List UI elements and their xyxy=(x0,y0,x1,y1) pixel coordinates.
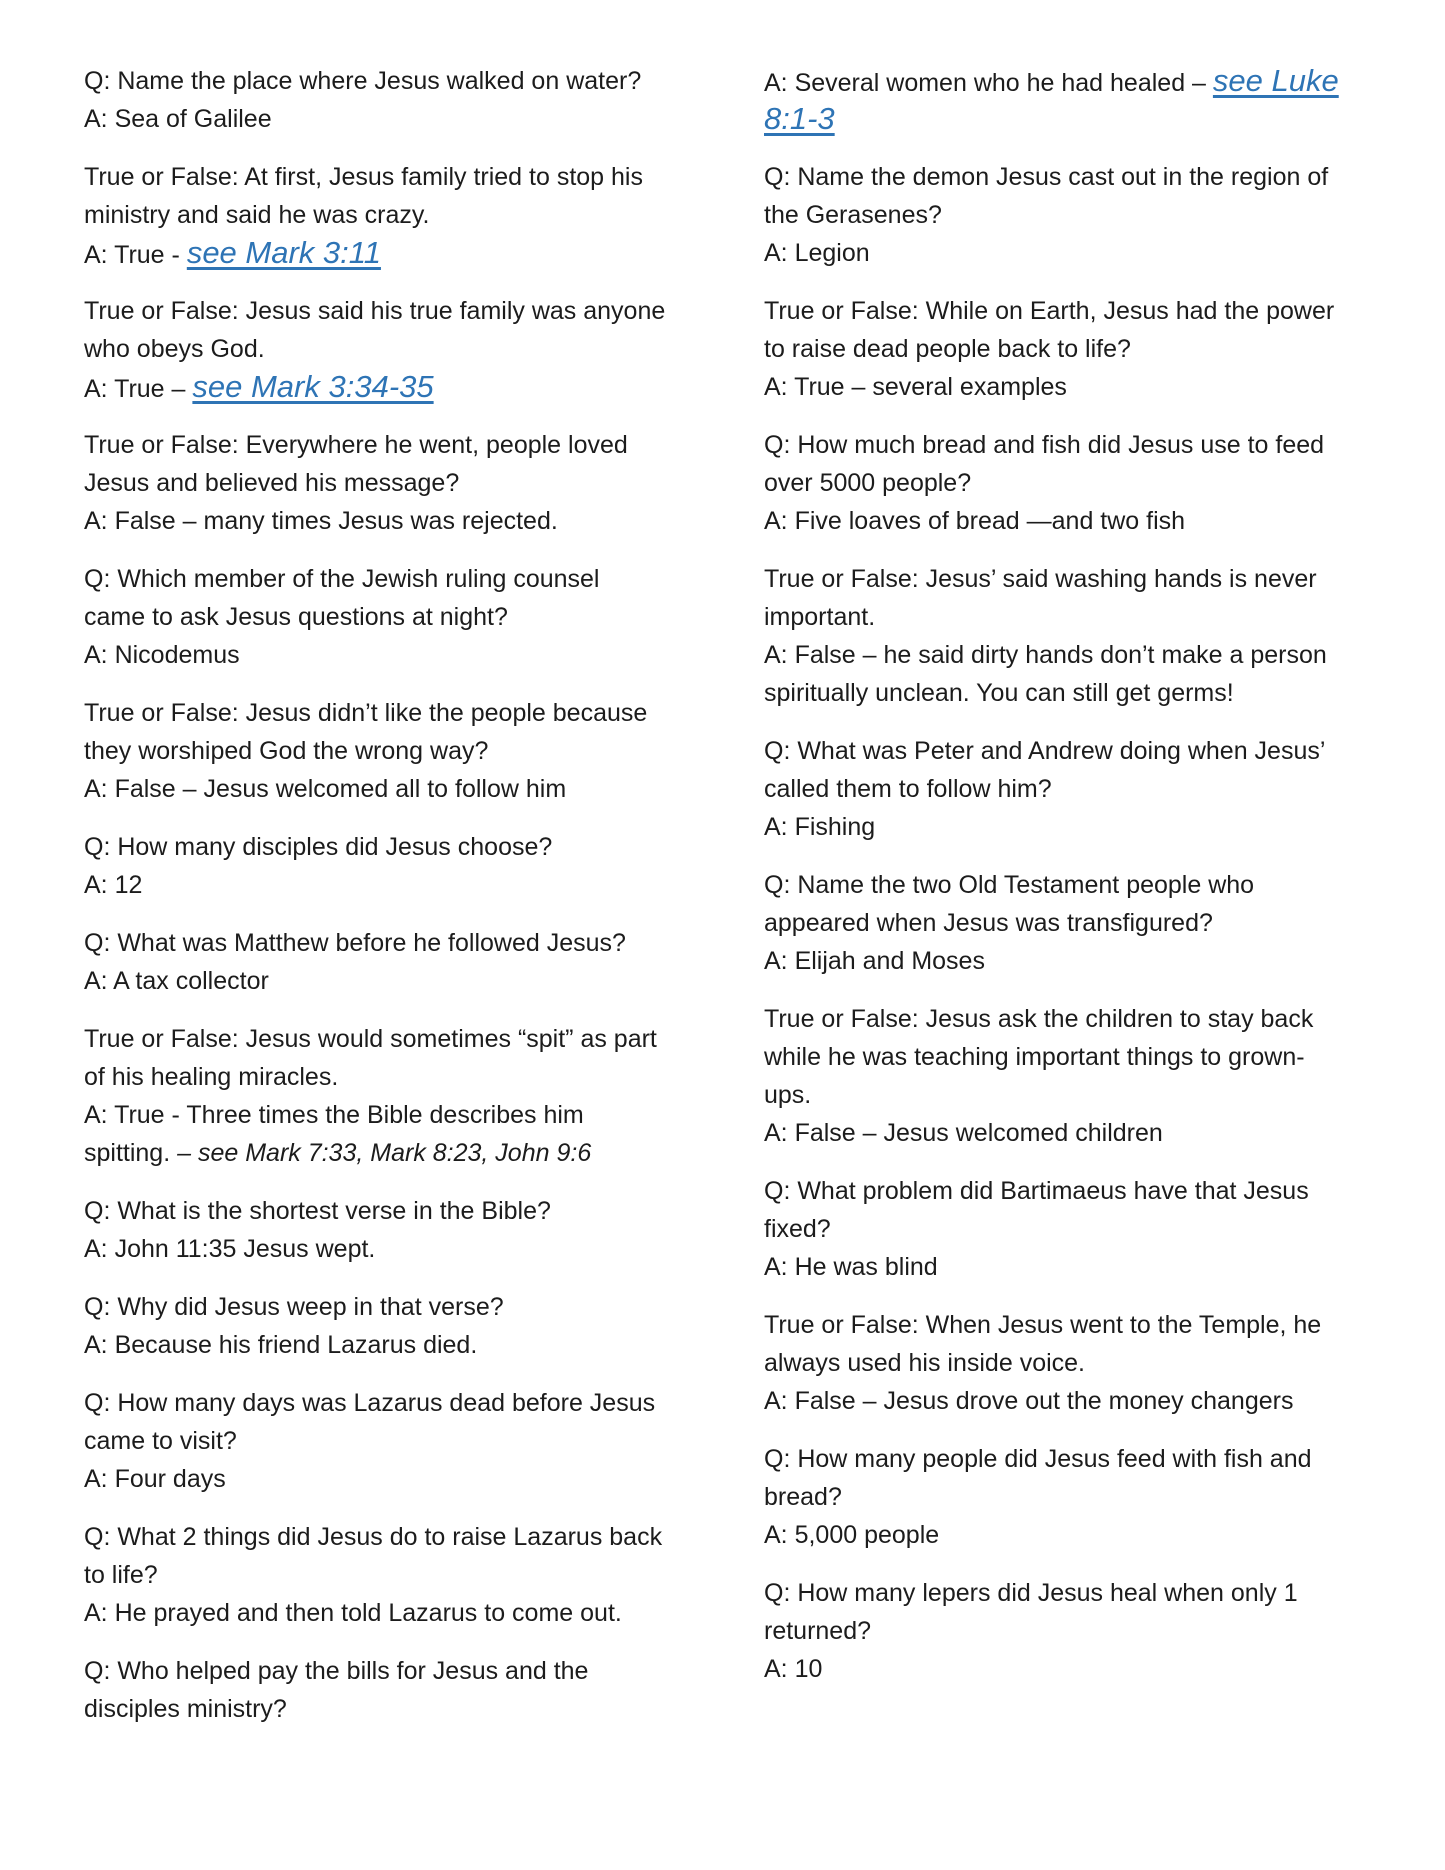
text-run: A: A tax collector xyxy=(84,967,269,995)
text-line xyxy=(764,1612,1364,1650)
text-line xyxy=(84,464,684,502)
text-run: came to visit? xyxy=(84,1427,237,1455)
text-line xyxy=(84,1096,684,1134)
text-run: Q: Name the demon Jesus cast out in the region of xyxy=(764,163,1329,191)
text-run: spitting. xyxy=(84,1139,178,1167)
text-run: important. xyxy=(764,603,876,631)
qa-block xyxy=(84,694,684,808)
text-line xyxy=(764,598,1364,636)
text-line xyxy=(84,1230,684,1268)
text-run: Q: What was Peter and Andrew doing when Jesus’ xyxy=(764,737,1326,765)
text-line xyxy=(764,1382,1364,1420)
text-line xyxy=(764,636,1364,674)
text-line xyxy=(764,62,1364,100)
text-line xyxy=(764,234,1364,272)
text-run: A: 12 xyxy=(84,871,143,899)
text-line xyxy=(764,1210,1364,1248)
text-line xyxy=(84,502,684,540)
qa-block xyxy=(84,828,684,904)
text-run: True or False: At first, Jesus family tried to stop his xyxy=(84,163,643,191)
left-column xyxy=(84,62,684,1748)
text-run: Q: Who helped pay the bills for Jesus and the xyxy=(84,1657,589,1685)
qa-block xyxy=(84,1192,684,1268)
qa-block xyxy=(764,1000,1364,1152)
text-line xyxy=(764,1440,1364,1478)
qa-block xyxy=(84,158,684,272)
text-run: Q: How many people did Jesus feed with fish and xyxy=(764,1445,1312,1473)
text-run: while he was teaching important things to grown- xyxy=(764,1043,1305,1071)
text-run: True or False: Jesus’ said washing hands is never xyxy=(764,565,1317,593)
qa-block xyxy=(84,1384,684,1498)
text-run: A: False – Jesus welcomed children xyxy=(764,1119,1163,1147)
scripture-link[interactable]: see Luke xyxy=(1212,63,1339,98)
text-run: who obeys God. xyxy=(84,335,265,363)
qa-block xyxy=(84,1518,684,1632)
qa-block xyxy=(764,1306,1364,1420)
text-run: True or False: Jesus didn’t like the people because xyxy=(84,699,648,727)
text-line xyxy=(764,368,1364,406)
text-line xyxy=(764,464,1364,502)
text-line xyxy=(84,866,684,904)
text-line xyxy=(84,1652,684,1690)
text-run: Q: Name the place where Jesus walked on water? xyxy=(84,67,642,95)
text-run: disciples ministry? xyxy=(84,1695,287,1723)
text-line xyxy=(84,368,684,406)
qa-block xyxy=(84,1652,684,1728)
text-run: spiritually unclean. You can still get germs! xyxy=(764,679,1234,707)
text-line xyxy=(84,636,684,674)
text-line xyxy=(764,158,1364,196)
text-run: True or False: When Jesus went to the Temple, he xyxy=(764,1311,1322,1339)
text-line xyxy=(84,560,684,598)
qa-block xyxy=(764,426,1364,540)
text-run: over 5000 people? xyxy=(764,469,972,497)
qa-block xyxy=(764,292,1364,406)
text-line xyxy=(764,1000,1364,1038)
text-line xyxy=(764,1172,1364,1210)
qa-block xyxy=(84,1288,684,1364)
text-run: Jesus and believed his message? xyxy=(84,469,460,497)
text-line xyxy=(84,158,684,196)
text-run: A: Several women who he had healed – xyxy=(764,69,1213,97)
text-line xyxy=(764,292,1364,330)
text-run: A: True - xyxy=(84,241,187,269)
text-run: Q: What 2 things did Jesus do to raise Lazarus back xyxy=(84,1523,663,1551)
text-line xyxy=(764,1076,1364,1114)
text-run: True or False: Jesus said his true family was anyone xyxy=(84,297,666,325)
text-line xyxy=(764,1650,1364,1688)
text-run: A: Four days xyxy=(84,1465,226,1493)
text-line xyxy=(764,1038,1364,1076)
text-line xyxy=(84,732,684,770)
qa-block xyxy=(84,560,684,674)
text-run: A: Sea of Galilee xyxy=(84,105,272,133)
text-run: True or False: While on Earth, Jesus had the power xyxy=(764,297,1335,325)
text-line xyxy=(764,1344,1364,1382)
text-line xyxy=(764,674,1364,712)
text-line xyxy=(764,330,1364,368)
text-line xyxy=(84,330,684,368)
text-line xyxy=(84,962,684,1000)
text-line xyxy=(84,694,684,732)
text-line xyxy=(84,292,684,330)
text-line xyxy=(84,196,684,234)
text-line xyxy=(84,770,684,808)
text-run: ministry and said he was crazy. xyxy=(84,201,430,229)
qa-block xyxy=(84,924,684,1000)
text-line xyxy=(764,1248,1364,1286)
text-run: ups. xyxy=(764,1081,812,1109)
text-line xyxy=(764,732,1364,770)
text-run: they worshiped God the wrong way? xyxy=(84,737,489,765)
text-line xyxy=(84,924,684,962)
text-run: A: False – many times Jesus was rejected. xyxy=(84,507,558,535)
text-line xyxy=(84,1556,684,1594)
text-run: to life? xyxy=(84,1561,158,1589)
text-run: True or False: Jesus ask the children to stay back xyxy=(764,1005,1314,1033)
text-line xyxy=(764,100,1364,138)
text-line xyxy=(84,828,684,866)
scripture-link[interactable]: 8:1-3 xyxy=(764,101,835,136)
text-line xyxy=(764,502,1364,540)
scripture-link[interactable]: see Mark 3:34-35 xyxy=(192,369,434,404)
text-run: Q: Which member of the Jewish ruling counsel xyxy=(84,565,600,593)
text-run: Q: What problem did Bartimaeus have that Jesus xyxy=(764,1177,1309,1205)
text-line xyxy=(764,1574,1364,1612)
text-line xyxy=(84,1518,684,1556)
text-line xyxy=(764,770,1364,808)
text-line xyxy=(84,1134,684,1172)
text-run: A: 10 xyxy=(764,1655,823,1683)
text-line xyxy=(84,1058,684,1096)
text-run: A: Because his friend Lazarus died. xyxy=(84,1331,478,1359)
text-run: A: True – several examples xyxy=(764,373,1067,401)
text-line xyxy=(764,866,1364,904)
text-line xyxy=(84,1192,684,1230)
text-line xyxy=(84,1690,684,1728)
text-run: A: He was blind xyxy=(764,1253,938,1281)
text-run: A: Fishing xyxy=(764,813,876,841)
text-run: Q: How many days was Lazarus dead before Jesus xyxy=(84,1389,656,1417)
text-run: A: He prayed and then told Lazarus to come out. xyxy=(84,1599,622,1627)
text-line xyxy=(84,1384,684,1422)
text-line xyxy=(84,1020,684,1058)
text-run: A: Legion xyxy=(764,239,870,267)
right-column xyxy=(764,62,1364,1748)
text-line xyxy=(84,598,684,636)
text-run: A: Five loaves of bread —and two fish xyxy=(764,507,1186,535)
text-run: Q: What was Matthew before he followed Jesus? xyxy=(84,929,626,957)
text-line xyxy=(84,426,684,464)
text-run: always used his inside voice. xyxy=(764,1349,1085,1377)
text-line xyxy=(84,1422,684,1460)
qa-block xyxy=(84,1020,684,1172)
qa-block xyxy=(764,560,1364,712)
text-run: A: False – Jesus drove out the money changers xyxy=(764,1387,1294,1415)
text-run: bread? xyxy=(764,1483,842,1511)
text-run: A: False – he said dirty hands don’t make a person xyxy=(764,641,1327,669)
qa-block xyxy=(764,1440,1364,1554)
text-line xyxy=(764,808,1364,846)
text-line xyxy=(764,1306,1364,1344)
qa-block xyxy=(764,1574,1364,1688)
text-line xyxy=(84,62,684,100)
text-run: appeared when Jesus was transfigured? xyxy=(764,909,1213,937)
text-line xyxy=(764,942,1364,980)
text-run: A: 5,000 people xyxy=(764,1521,940,1549)
text-run: A: Elijah and Moses xyxy=(764,947,985,975)
text-run: Q: How much bread and fish did Jesus use to feed xyxy=(764,431,1325,459)
text-run: Q: How many disciples did Jesus choose? xyxy=(84,833,553,861)
qa-block xyxy=(84,426,684,540)
text-line xyxy=(84,100,684,138)
text-line xyxy=(764,1516,1364,1554)
text-run: returned? xyxy=(764,1617,872,1645)
qa-block xyxy=(84,292,684,406)
scripture-link[interactable]: see Mark 3:11 xyxy=(186,235,381,270)
text-line xyxy=(764,426,1364,464)
text-line xyxy=(84,1288,684,1326)
text-run: of his healing miracles. xyxy=(84,1063,339,1091)
text-line xyxy=(764,1478,1364,1516)
qa-block xyxy=(764,732,1364,846)
text-run: A: True – xyxy=(84,375,193,403)
text-run: A: Nicodemus xyxy=(84,641,240,669)
text-run: Q: How many lepers did Jesus heal when only 1 xyxy=(764,1579,1298,1607)
text-run: Q: What is the shortest verse in the Bible? xyxy=(84,1197,551,1225)
text-line xyxy=(84,234,684,272)
qa-block xyxy=(764,1172,1364,1286)
text-run: called them to follow him? xyxy=(764,775,1052,803)
text-run: Q: Why did Jesus weep in that verse? xyxy=(84,1293,504,1321)
text-run: A: True - Three times the Bible describes him xyxy=(84,1101,584,1129)
text-run: fixed? xyxy=(764,1215,831,1243)
qa-block xyxy=(764,62,1364,138)
text-line xyxy=(84,1594,684,1632)
text-run: to raise dead people back to life? xyxy=(764,335,1131,363)
qa-block xyxy=(84,62,684,138)
text-line xyxy=(764,196,1364,234)
text-run: A: False – Jesus welcomed all to follow him xyxy=(84,775,567,803)
qa-block xyxy=(764,158,1364,272)
text-run: Q: Name the two Old Testament people who xyxy=(764,871,1255,899)
text-run: True or False: Jesus would sometimes “spit” as part xyxy=(84,1025,657,1053)
text-run: True or False: Everywhere he went, people loved xyxy=(84,431,628,459)
scripture-reference-text: – see Mark 7:33, Mark 8:23, John 9:6 xyxy=(177,1139,592,1167)
qa-block xyxy=(764,866,1364,980)
text-run: the Gerasenes? xyxy=(764,201,942,229)
text-line xyxy=(764,904,1364,942)
text-line xyxy=(764,1114,1364,1152)
text-line xyxy=(84,1460,684,1498)
text-run: A: John 11:35 Jesus wept. xyxy=(84,1235,376,1263)
text-line xyxy=(84,1326,684,1364)
text-run: came to ask Jesus questions at night? xyxy=(84,603,508,631)
text-line xyxy=(764,560,1364,598)
